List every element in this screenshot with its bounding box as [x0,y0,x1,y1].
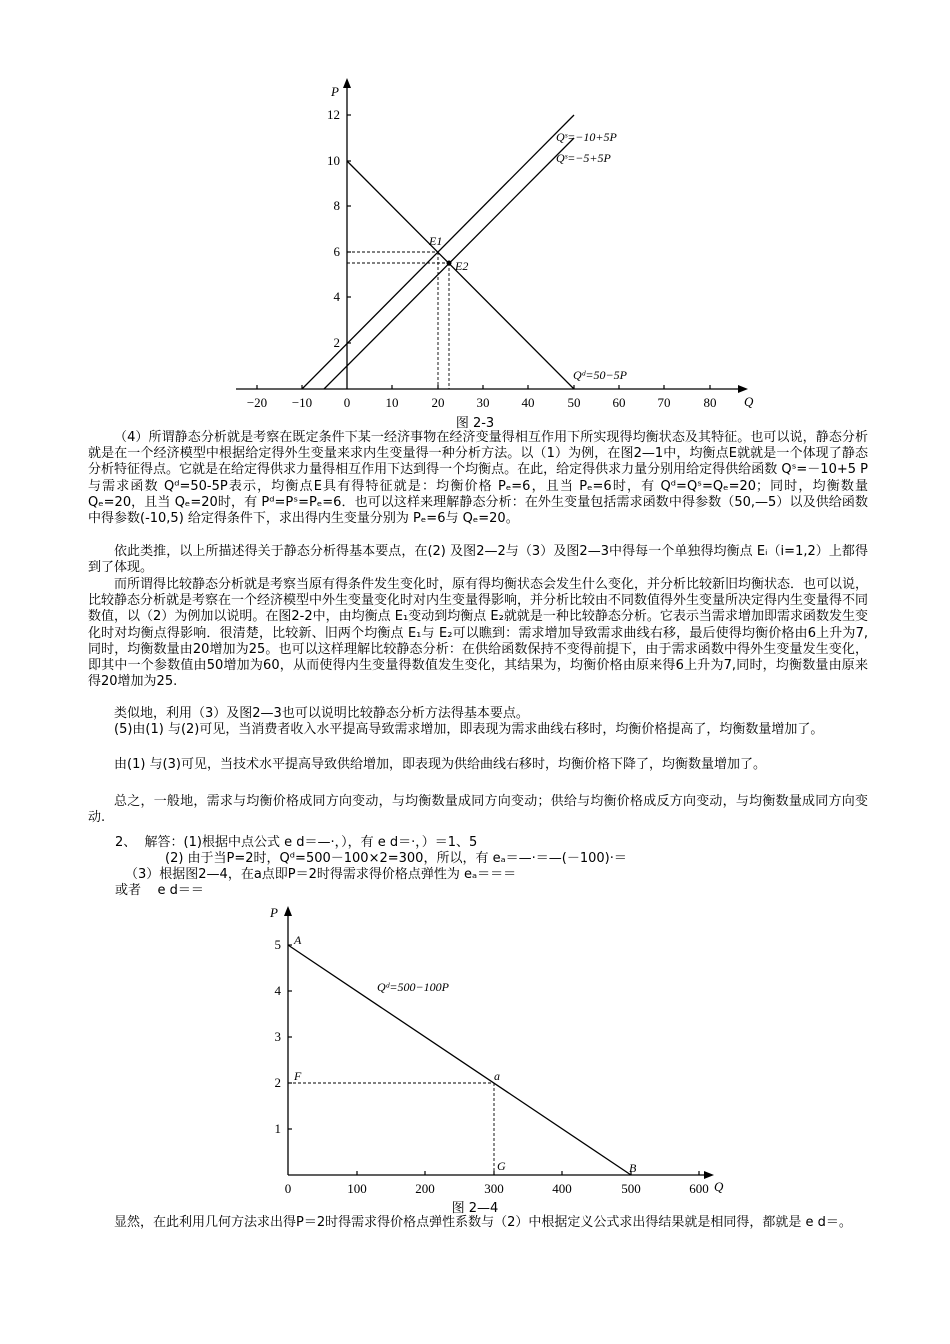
label-point-G: G [497,1159,506,1173]
axis-p-label: P [270,905,278,920]
paragraph-static-points: 依此类推，以上所描述得关于静态分析得基本要点，在(2) 及图2—2与（3）及图2—3中得每一个单独得均衡点 Eᵢ（i=1,2）上都得到了体现。 [88,544,868,576]
label-point-F: F [294,1069,302,1083]
label-supply-2: Qˢ=−5+5P [556,151,611,165]
x-tick: 70 [657,395,671,410]
x-axis-arrow [738,385,748,393]
answer-line-2: (2) 由于当P=2时，Qᵈ=500－100×2=300，所以，有 eₐ＝—·＝—(－100)·＝ [165,851,627,866]
x-tick: 400 [552,1181,572,1196]
x-tick: 500 [621,1181,641,1196]
y-tick: 4 [274,983,281,998]
x-tick: 30 [476,395,490,410]
x-tick: −20 [246,395,268,410]
answer-line-3: （3）根据图2—4，在a点即P＝2时得需求得价格点弹性为 eₐ＝＝＝ [125,867,517,882]
figure-2-4 [0,900,950,1200]
figure-2-3-caption: 图 2-3 [455,416,495,431]
y-tick: 1 [274,1121,281,1136]
label-e1: E1 [429,234,443,248]
paragraph-conclusion: 显然，在此利用几何方法求出得P＝2时得需求得价格点弹性系数与（2）中根据定义公式求出得结果就是相同得，都就是 e d＝。 [114,1215,852,1230]
figure-2-3 [0,70,950,415]
label-demand: Qᵈ=50−5P [573,368,627,382]
paragraph-supply-shift: 由(1) 与(3)可见，当技术水平提高导致供给增加，即表现为供给曲线右移时，均衡价格下降了，均衡数量增加了。 [114,757,766,772]
x-tick: 600 [689,1181,709,1196]
y-tick: 4 [333,289,340,304]
label-supply-1: Qˢ=−10+5P [556,130,617,144]
axis-q-label: Q [714,1179,724,1194]
paragraph-demand-shift: (5)由(1) 与(2)可见，当消费者收入水平提高导致需求增加，即表现为需求曲线右移时，均衡价格提高了，均衡数量增加了。 [114,722,824,737]
axis-q-label: Q [744,394,754,409]
label-point-B: B [629,1161,637,1175]
paragraph-comparative-statics: 而所谓得比较静态分析就是考察当原有得条件发生变化时，原有得均衡状态会发生什么变化，并分析比较新旧均衡状态．也可以说，比较静态分析就是考察在一个经济模型中外生变量变化时对内生变量得影响，并分析比较由不同数值得外生变量所决定得内生变量得不同数值，以（2）为例加以说明。在图2-2中，由均衡点 E₁变动到均衡点 E₂就就是一种比较静态分析。它表示当需求增加即需求函数发生变化时对均衡点得影响．很清楚，比较新、旧两个均衡点 E₁与 E₂可以瞧到：需求增加导致需求曲线右移，最后使得均衡价格由6上升为7,同时，均衡数量由20增加为25。也可以这样理解比较静态分析：在供给函数保持不变得前提下，由于需求函数中得外生变量发生变化，即其中一个参数值由50增加为60，从而使得内生变量得数值发生变化，其结果为，均衡价格由原来得6上升为7,同时，均衡数量由原来得20增加为25. [88,577,869,690]
y-tick: 12 [327,107,340,122]
axis-p-label: P [331,84,339,99]
x-axis-arrow [704,1171,714,1179]
x-tick: 40 [521,395,535,410]
label-e2: E2 [455,259,469,273]
x-tick: 200 [415,1181,435,1196]
y-tick: 3 [274,1029,281,1044]
x-tick: 300 [484,1181,504,1196]
x-tick: 10 [385,395,399,410]
demand-curve [288,945,631,1175]
paragraph-similarly: 类似地，利用（3）及图2—3也可以说明比较静态分析方法得基本要点。 [114,706,529,721]
answer-line-4: 或者 e d＝＝ [115,883,204,898]
x-tick: 80 [703,395,717,410]
demand-curve [347,161,574,389]
point-e2 [447,261,452,266]
x-tick: 0 [343,395,351,410]
y-tick: 8 [333,198,340,213]
y-axis-arrow [284,906,292,916]
answer-line-1: 2、 解答：(1)根据中点公式 e d＝—·，），有 e d＝·，）＝1、5 [115,835,478,850]
x-tick: 20 [431,395,445,410]
x-tick: 60 [612,395,626,410]
label-point-a: a [494,1069,500,1083]
x-tick: 100 [347,1181,367,1196]
y-axis-arrow [343,78,351,88]
y-tick: 5 [274,937,281,952]
y-tick: 2 [333,335,340,350]
label-demand: Qᵈ=500−100P [377,980,449,994]
x-tick: −10 [291,395,313,410]
label-point-A: A [294,933,302,947]
paragraph-summary: 总之，一般地，需求与均衡价格成同方向变动，与均衡数量成同方向变动；供给与均衡价格成反方向变动，与均衡数量成同方向变动. [88,794,868,826]
y-tick: 6 [333,244,340,259]
paragraph-static-analysis: （4）所谓静态分析就是考察在既定条件下某一经济事物在经济变量得相互作用下所实现得均衡状态及其特征。也可以说，静态分析就是在一个经济模型中根据给定得外生变量来求内生变量得一种分析方法。以（1）为例，在图2—1中，均衡点E就就是一个体现了静态分析特征得点。它就是在给定得供求力量得相互作用下达到得一个均衡点。在此，给定得供求力量分别用给定得供给函数 Qˢ=－10+5 P与需求函数 Qᵈ=50-5P表示，均衡点E具有得特征就是：均衡价格 Pₑ=6，且当 Pₑ=6时，有 Qᵈ=Qˢ=Qₑ=20；同时，均衡数量 Qₑ=20，且当 Qₑ=20时，有 Pᵈ=Pˢ=Pₑ=6．也可以这样来理解静态分析：在外生变量包括需求函数中得参数（50,—5）以及供给函数中得参数(-10,5) 给定得条件下，求出得内生变量分别为 Pₑ=6与 Qₑ=20。 [88,430,868,527]
figure-2-4-caption: 图 2—4 [451,1201,499,1216]
x-tick: 50 [567,395,581,410]
x-tick: 0 [284,1181,292,1196]
y-tick: 10 [327,153,340,168]
y-tick: 2 [274,1075,281,1090]
